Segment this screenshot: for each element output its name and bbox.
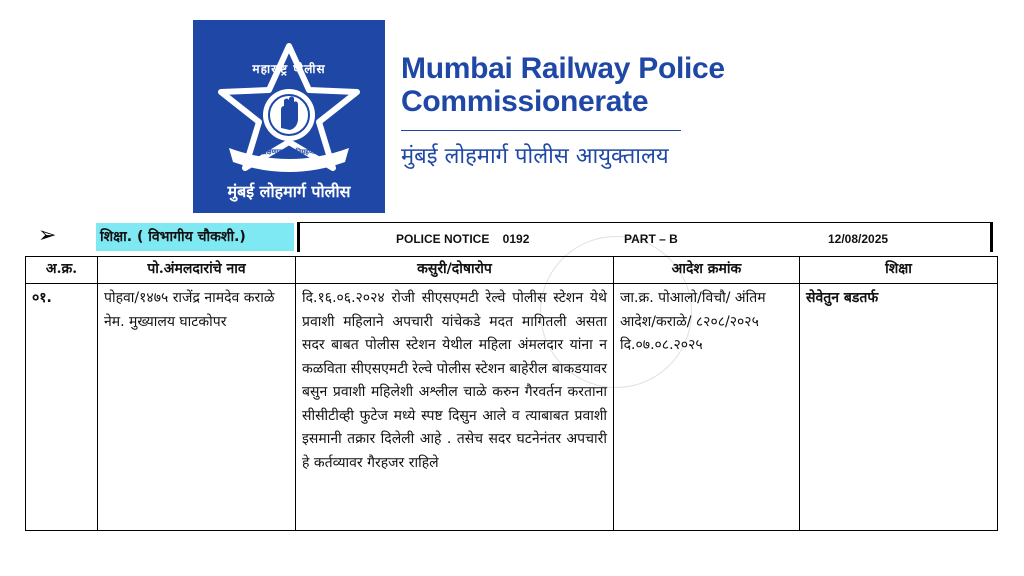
- header-punishment: शिक्षा: [800, 257, 998, 284]
- notice-number: POLICE NOTICE 0192: [396, 232, 530, 246]
- arrow-bullet-icon: ➢: [38, 223, 57, 248]
- org-divider: [401, 130, 681, 131]
- police-logo: [193, 20, 385, 213]
- cell-charge: दि.१६.०६.२०२४ रोजी सीएसएमटी रेल्वे पोलीस स्टेशन येथे प्रवाशी महिलाने अपचारी यांचेकडे मदत मागितली असता सदर बाबत पोलीस स्टेशन येथील महिला अंमलदार यांना न कळविता सीएसएमटी रेल्वे पोलीस स्टेशन बाहेरील बाकडयावर बसुन प्रवाशी महिलेशी अश्लील चाळे करुन गैरवर्तन करताना सीसीटीव्ही फुटेज मध्ये स्पष्ट दिसुन आले व त्याबाबत प्रवाशी इसमानी तक्रार दिलेली आहे . तसेच सदर घटनेनंतर अपचारी हे कर्तव्यावर गैरहजर राहिले: [296, 284, 614, 531]
- org-name-line1: Mumbai Railway Police: [401, 52, 725, 85]
- header-serial: अ.क्र.: [26, 257, 98, 284]
- org-name-english: [401, 52, 725, 118]
- org-name-marathi: मुंबई लोहमार्ग पोलीस आयुक्तालय: [401, 144, 669, 169]
- logo-motto: सद्रक्षणाय खलनिग्रहणाय: [258, 148, 320, 156]
- table-row: [26, 284, 998, 531]
- notice-date: 12/08/2025: [828, 232, 889, 246]
- logo-bottom-text: मुंबई लोहमार्ग पोलीस: [227, 182, 351, 201]
- punishment-table: [25, 256, 998, 531]
- notice-category: शिक्षा. ( विभागीय चौकशी.): [96, 223, 294, 251]
- logo-arc-text: महाराष्ट्र पोलीस: [252, 62, 326, 76]
- cell-order-number: जा.क्र. पोआलो/विचौ/ अंतिम आदेश/कराळे/ ८२०८/२०२५ दि.०७.०८.२०२५: [614, 284, 800, 531]
- header-name: पो.अंमलदारांचे नाव: [98, 257, 296, 284]
- cell-serial: ०१.: [26, 284, 98, 531]
- notice-info-bar: [297, 222, 993, 252]
- cell-punishment: सेवेतुन बडतर्फ: [800, 284, 998, 531]
- cell-officer-name: पोहवा/१४७५ राजेंद्र नामदेव कराळे नेम. मुख्यालय घाटकोपर: [98, 284, 296, 531]
- table-header-row: [26, 257, 998, 284]
- header-charge: कसुरी/दोषारोप: [296, 257, 614, 284]
- org-name-line2: Commissionerate: [401, 85, 649, 118]
- notice-part: PART – B: [624, 232, 678, 246]
- header-order-number: आदेश क्रमांक: [614, 257, 800, 284]
